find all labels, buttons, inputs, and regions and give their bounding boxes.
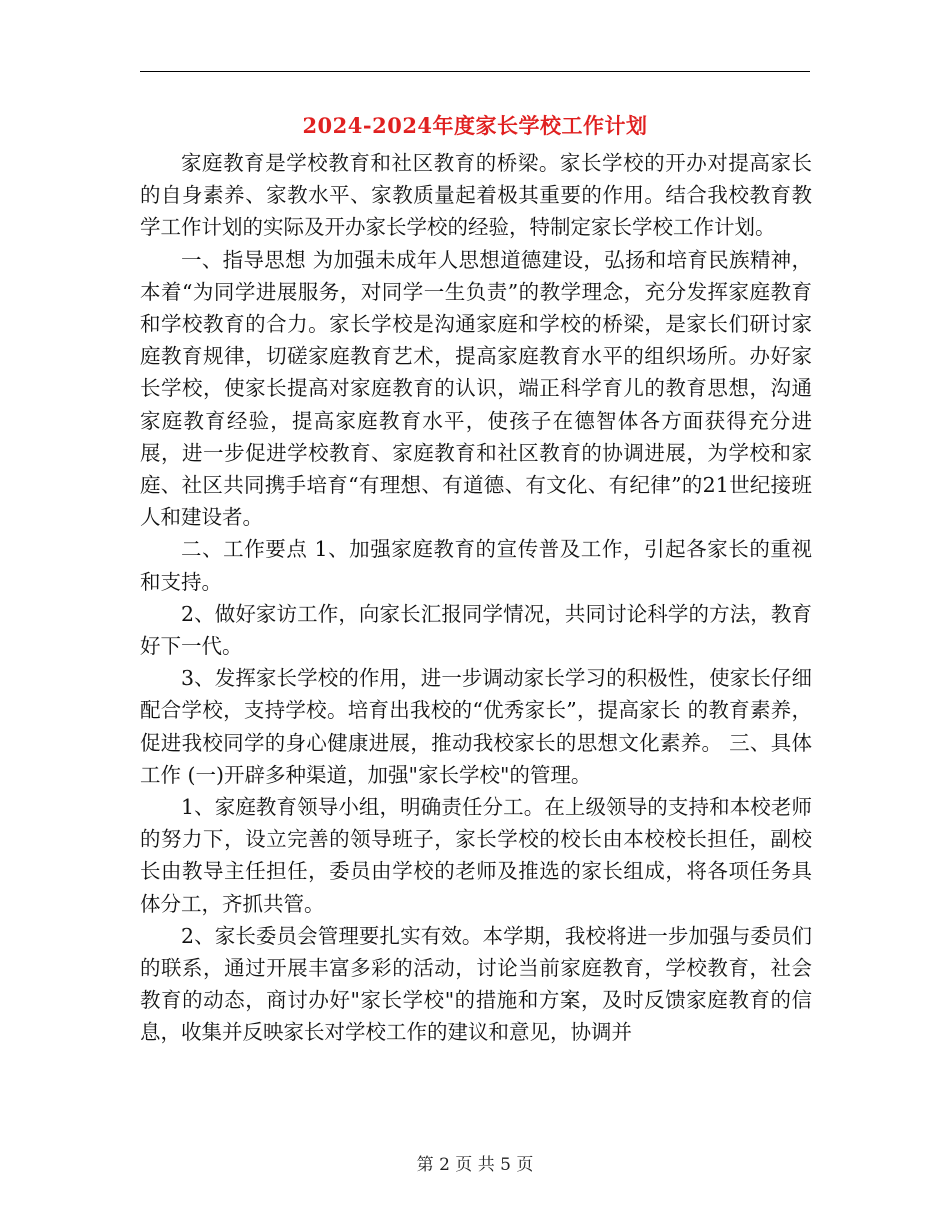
paragraph-specific-work-2: 2、家长委员会管理要扎实有效。本学期，我校将进一步加强与委员们的联系，通过开展丰富多彩的活动，讨论当前家庭教育，学校教育，社会教育的动态，商讨办好"家长学校"的措施和方案，及时反馈家庭教育的信息，收集并反映家长对学校工作的建议和意见，协调并: [140, 923, 812, 1045]
page-number-footer: 第 2 页 共 5 页: [416, 1155, 534, 1175]
paragraph-guiding-ideology: 一、指导思想 为加强未成年人思想道德建设，弘扬和培育民族精神，本着“为同学进展服务，对同学一生负责”的教学理念，充分发挥家庭教育和学校教育的合力。家长学校是沟通家庭和学校的桥梁，是家长们研讨家庭教育规律，切磋家庭教育艺术，提高家庭教育水平的组织场所。办好家长学校，使家长提高对家庭教育的认识，端正科学育儿的教育思想，沟通家庭教育经验，提高家庭教育水平，使孩子在德智体各方面获得充分进展，进一步促进学校教育、家庭教育和社区教育的协调进展，为学校和家庭、社区共同携手培育“有理想、有道德、有文化、有纪律”的21世纪接班人和建设者。: [140, 247, 812, 530]
paragraph-work-points-2: 2、做好家访工作，向家长汇报同学情况，共同讨论科学的方法，教育好下一代。: [140, 601, 812, 659]
paragraph-intro: 家庭教育是学校教育和社区教育的桥梁。家长学校的开办对提高家长的自身素养、家教水平、家教质量起着极其重要的作用。结合我校教育教学工作计划的实际及开办家长学校的经验，特制定家长学校工作计划。: [140, 151, 812, 240]
paragraph-work-points-3: 3、发挥家长学校的作用，进一步调动家长学习的积极性，使家长仔细配合学校，支持学校。培育出我校的“优秀家长”，提高家长 的教育素养，促进我校同学的身心健康进展，推动我校家长的思想文化素养。 三、具体工作 (一)开辟多种渠道，加强"家长学校"的管理。: [140, 666, 812, 787]
document-body: [140, 147, 812, 1049]
header-rule: [140, 71, 810, 72]
paragraph-work-points-1: 二、工作要点 1、加强家庭教育的宣传普及工作，引起各家长的重视和支持。: [140, 537, 812, 594]
document-title: 2024-2024年度家长学校工作计划: [302, 113, 648, 138]
paragraph-specific-work-1: 1、家庭教育领导小组，明确责任分工。在上级领导的支持和本校老师的努力下，设立完善的领导班子，家长学校的校长由本校校长担任，副校长由教导主任担任，委员由学校的老师及推选的家长组成，将各项任务具体分工，齐抓共管。: [140, 795, 812, 916]
